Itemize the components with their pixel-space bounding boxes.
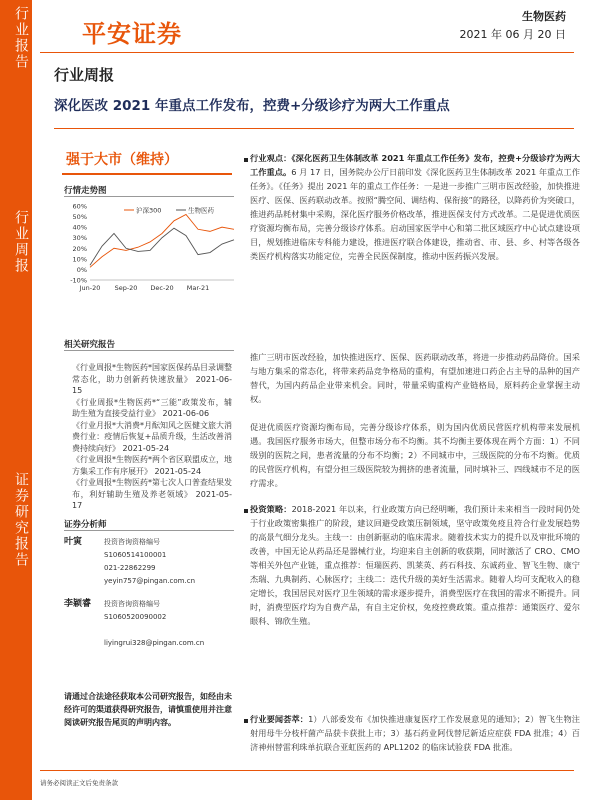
related-section-line — [64, 350, 234, 351]
analyst-cert-label: 投资咨询资格编号 — [104, 538, 160, 546]
analyst-phone — [104, 624, 234, 637]
y-tick-label: 0% — [76, 265, 87, 274]
analyst-cert-no: S1060520090002 — [104, 613, 167, 621]
sidebar-label-weekly: 行业周报 — [13, 210, 29, 274]
y-tick-label: 50% — [72, 213, 87, 222]
x-tick-label: Sep-20 — [114, 284, 138, 292]
x-tick-label: Jun-20 — [79, 284, 101, 292]
sidebar — [0, 0, 32, 800]
analyst-email[interactable]: yeyin757@pingan.com.cn — [104, 577, 196, 585]
related-report-item[interactable]: 《行业月报*大消费*月酝知风之医健文旅大消费行业：疫情后恢复+品质升级，生活改善消费持续向好》 2021-05-24 — [72, 420, 232, 453]
paragraph-news — [250, 712, 580, 754]
paragraph-industry-view — [250, 151, 580, 263]
header-meta — [460, 8, 566, 44]
disclaimer: 请通过合法途径获取本公司研究报告，如经由未经许可的渠道获得研究报告，请慎重使用并注意阅读研究报告尾页的声明内容。 — [64, 692, 232, 727]
chart-section-title: 行情走势图 — [64, 186, 107, 196]
y-tick-label: 60% — [72, 202, 87, 211]
related-section-title: 相关研究报告 — [64, 340, 116, 350]
analyst-email[interactable]: liyingrui328@pingan.com.cn — [104, 639, 205, 647]
legend-label: 生物医药 — [188, 206, 214, 215]
y-tick-label: -10% — [70, 276, 87, 285]
analyst-info — [104, 536, 234, 588]
bullet — [244, 509, 248, 513]
paragraph-sanming: 推广三明市医改经验，加快推进医疗、医保、医药联动改革，将进一步推动药品降价。国采与地方集采的常态化，将带来药品竞争格局的重构，有望加速进口药企占主导的品种的国产替代，为国内药品企业带来机会。同时，带量采购重构产业链格局，原料药企业掌握主动权。 — [250, 352, 580, 404]
y-tick-label: 40% — [72, 223, 87, 232]
related-report-item[interactable]: 《行业周报*生物医药*“三能”政策发布，辅助生殖为直接受益行业》 2021-06-06 — [72, 397, 232, 418]
sidebar-label-research: 证券研究报告 — [13, 472, 29, 568]
sidebar-label-report: 行业报告 — [13, 6, 29, 70]
brand-logo: 平安证券 — [82, 20, 182, 48]
related-report-item[interactable]: 《行业周报*生物医药*两个省区联盟成立，地方集采工作有序展开》 2021-05-24 — [72, 455, 232, 476]
series-line — [90, 214, 234, 267]
analyst-phone: 021-22862299 — [104, 564, 156, 572]
market-chart — [62, 198, 238, 294]
related-reports — [72, 362, 232, 512]
analyst-info — [104, 598, 234, 650]
analyst-cert-no: S1060514100001 — [104, 551, 167, 559]
analyst-section-title: 证券分析师 — [64, 520, 107, 530]
y-tick-label: 20% — [72, 244, 87, 253]
paragraph-text: 2018-2021 年以来，行业政策方向已经明晰，我们预计未来相当一段时间仍处于行业政策密集推广的阶段，建议回避受政策压制领域，坚守政策免疫且符合行业发展趋势的高景气细分龙头。主线一：由创新驱动的临床需求。随着技术实力的提升以及审批环境的改善，中国无论从药品还是器械行业，均迎来自主创新的收获期，同时激活了 CRO、CMO 等相关外包产业链，重点推荐：恒瑞医药、凯莱英、药石科技、东诚药业、智飞生物、康宁杰瑞、九典制药、心脉医疗；主线二：迭代升级的美好生活需求。随着人均可支配收入的稳定增长，我国居民对医疗卫生领域的需求逐步提升，消费型医疗在我国的需求不断提升。同时，消费型医疗均为自费产品，有自主定价权，免疫控费政策。重点推荐：通策医疗、爱尔眼科、锦欣生殖。 — [250, 504, 580, 626]
paragraph-lead: 行业要闻荟萃： — [250, 714, 309, 724]
paragraph-strategy — [250, 502, 580, 628]
analyst-section-line — [64, 530, 234, 531]
analyst-card — [64, 598, 236, 658]
chart-section-line — [64, 196, 234, 197]
related-report-item[interactable]: 《行业周报*生物医药*国家医保药品目录调整常态化，助力创新药快速放量》 2021-06-15 — [72, 363, 232, 395]
y-tick-label: 10% — [72, 255, 87, 264]
analyst-cert-label: 投资咨询资格编号 — [104, 600, 160, 608]
paragraph-text: 1）八部委发布《加快推进康复医疗工作发展意见的通知》；2）智飞生物注射用母牛分枝杆菌产品获卡获批上市；3）基石药业阿伐替尼新适应症获 FDA 批准；4）百济神州替雷利珠单抗联合亚虹医药的 APL1202 的临床试验获 FDA 批准。 — [250, 714, 580, 752]
analyst-name: 叶寅 — [64, 537, 83, 547]
bullet — [244, 158, 248, 162]
industry-category: 生物医药 — [522, 10, 566, 23]
paragraph-lead: 行业观点：《深化医药卫生体制改革 2021 年重点工作任务》发布，控费+分级诊疗为两大工作重点。 — [250, 153, 580, 177]
rating-underline — [62, 173, 232, 175]
paragraph-text: 6 月 17 日，国务院办公厅日前印发《深化医药卫生体制改革 2021 年重点工作任务》。《任务》提出 2021 年的重点工作任务：一是进一步推广三明市医改经验，加快推进医疗、医保、医药联动改革。按照“腾空间、调结构、保衔接”的路径，以降药价为突破口，推进药品耗材集中采购，深化医疗服务价格改革，推进医保支付方式改革。二是促进优质医疗资源均衡布局，完善分级诊疗体系。启动国家医学中心和第二批区域医疗中心试点建设项目，规划推进临床专科能力建设，推进医疗联合体建设，推动省、市、县、乡、村等各级各类医疗机构落实功能定位，完善全民医保制度，推动中医药振兴发展。 — [250, 167, 580, 261]
y-tick-label: 30% — [72, 234, 87, 243]
related-report-item[interactable]: 《行业周报*生物医药*第七次人口普查结果发布，利好辅助生殖及养老领域》 2021-05-17 — [72, 478, 232, 510]
footer-note: 请务必阅读正文后免责条款 — [40, 779, 118, 787]
analyst-name: 李颖睿 — [64, 599, 92, 609]
footer-divider — [40, 770, 574, 771]
paragraph-tiered-care: 促进优质医疗资源均衡布局，完善分级诊疗体系，则为国内优质民营医疗机构带来发展机遇。我国医疗服务市场大，但整市场分布不均衡。其不均衡主要体现在两个方面：1）不同级别的医院之间，患者流量的分布不均衡；2）不同城市中，三级医院的分布不均衡。优质的民营医疗机构，有望分担三级医院较为拥挤的患者流量，同时填补三、四线城市不足的医疗需求。 — [250, 422, 580, 488]
legend-label: 沪深300 — [136, 206, 162, 215]
title-divider — [54, 128, 574, 129]
report-type: 行业周报 — [54, 66, 115, 84]
bullet — [244, 719, 248, 723]
report-date: 2021 年 06 月 20 日 — [459, 28, 566, 41]
x-tick-label: Mar-21 — [186, 284, 210, 292]
page-title: 深化医改 2021 年重点工作发布，控费+分级诊疗为两大工作重点 — [54, 98, 450, 114]
rating: 强于大市（维持） — [66, 152, 178, 168]
header-divider — [40, 52, 574, 53]
analyst-card — [64, 536, 236, 596]
x-tick-label: Dec-20 — [150, 284, 174, 292]
paragraph-lead: 投资策略： — [250, 504, 292, 514]
